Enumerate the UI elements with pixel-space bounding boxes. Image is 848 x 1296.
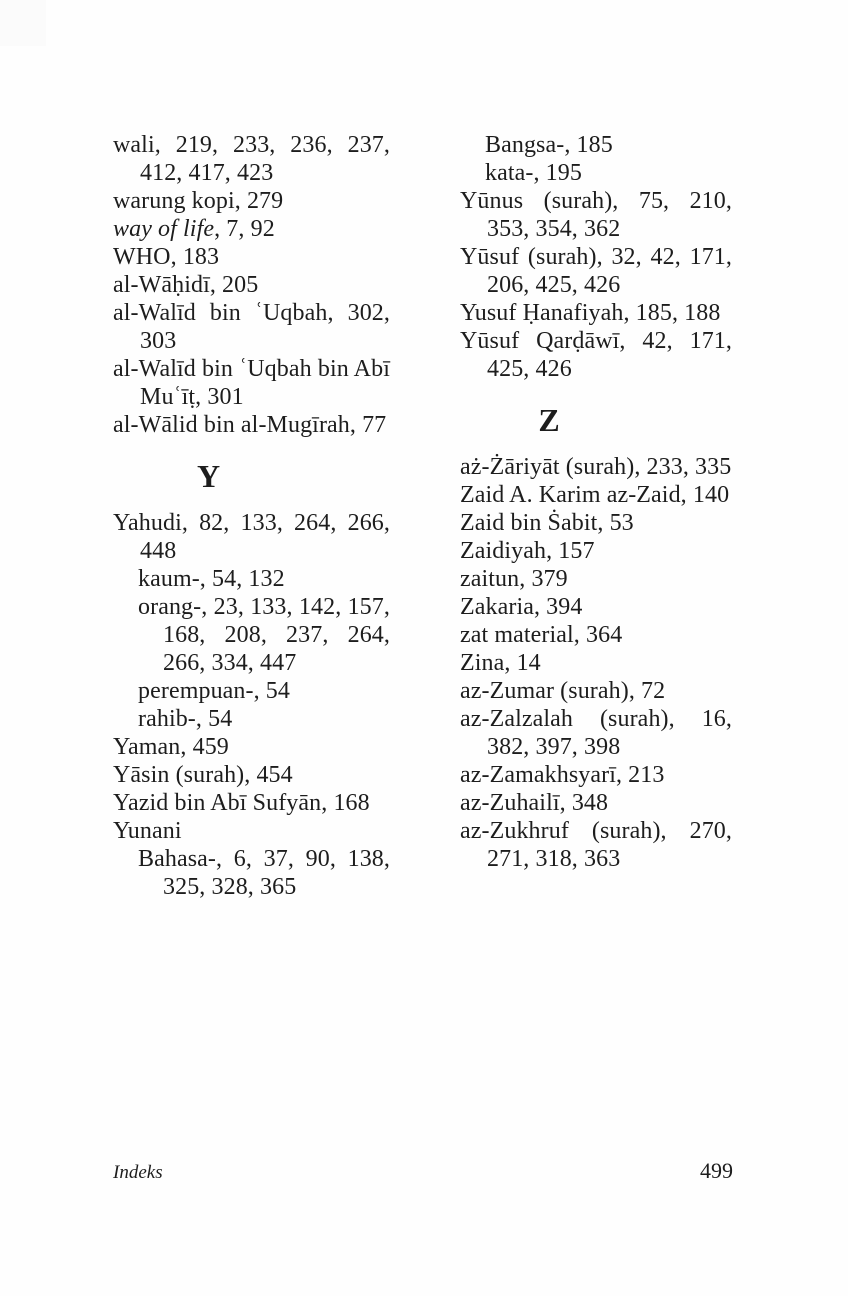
page-footer — [113, 1158, 733, 1186]
index-columns — [113, 131, 732, 901]
index-entry: Zaidiyah, 157 — [460, 538, 595, 564]
index-entry: Zaid A. Karim az-Zaid, 140 — [460, 482, 730, 508]
index-entry: warung kopi, 279 — [113, 188, 284, 214]
index-entry: zat material, 364 — [460, 622, 623, 648]
page-number: 499 — [700, 1158, 733, 1183]
index-entry — [113, 215, 390, 243]
section-heading-y: Y — [196, 458, 221, 494]
index-entry: Zaid bin Ṡabit, 53 — [460, 510, 634, 536]
index-entry: aż-Żāriyāt (surah), 233, 335 — [460, 454, 732, 480]
index-entry-term-italic: way of life — [113, 216, 215, 242]
index-entry: zaitun, 379 — [460, 566, 568, 592]
scan-artifact — [0, 0, 46, 46]
index-subentry: perempuan-, 54 — [138, 678, 291, 704]
index-subentry: kaum-, 54, 132 — [138, 566, 285, 592]
index-entry: Yūsuf (surah), 32, 42, 171, 206, 425, 426 — [460, 244, 732, 298]
footer-label: Indeks — [113, 1162, 163, 1183]
index-entry: Yūsuf Qarḍāwī, 42, 171, 425, 426 — [460, 328, 732, 382]
index-entry: Yāsin (surah), 454 — [113, 762, 293, 788]
index-entry: Yunani — [113, 818, 182, 844]
index-subentry: orang-, 23, 133, 142, 157, 168, 208, 237, 264, 266, 334, 447 — [138, 594, 390, 676]
index-entry: Yahudi, 82, 133, 264, 266, 448 — [113, 510, 390, 564]
index-entry: Yusuf Ḥanafiyah, 185, 188 — [460, 300, 721, 326]
index-subentry: rahib-, 54 — [138, 706, 233, 732]
index-entry: wali, 219, 233, 236, 237, 412, 417, 423 — [113, 132, 390, 186]
right-column — [460, 131, 732, 901]
index-entry: Yaman, 459 — [113, 734, 229, 760]
index-entry: az-Zumar (surah), 72 — [460, 678, 666, 704]
index-entry: al-Wālid bin al-Mugīrah, 77 — [113, 412, 387, 438]
index-entry: az-Zamakhsyarī, 213 — [460, 762, 665, 788]
index-entry: al-Wāḥidī, 205 — [113, 272, 259, 298]
index-entry: Zina, 14 — [460, 650, 541, 676]
index-entry: al-Walīd bin ʿUqbah, 302, 303 — [113, 300, 390, 354]
left-column — [113, 131, 390, 901]
index-entry-pages: , 7, 92 — [214, 216, 275, 242]
index-subentry: kata-, 195 — [485, 160, 582, 186]
index-entry: WHO, 183 — [113, 244, 220, 270]
index-entry: az-Zalzalah (surah), 16, 382, 397, 398 — [460, 706, 732, 760]
index-subentry: Bahasa-, 6, 37, 90, 138, 325, 328, 365 — [138, 846, 390, 900]
index-entry: az-Zukhruf (surah), 270, 271, 318, 363 — [460, 818, 732, 872]
index-entry: Yūnus (surah), 75, 210, 353, 354, 362 — [460, 188, 732, 242]
index-entry: Yazid bin Abī Sufyān, 168 — [113, 790, 370, 816]
index-subentry: Bangsa-, 185 — [485, 132, 613, 158]
section-heading-z: Z — [538, 402, 560, 438]
index-entry: Zakaria, 394 — [460, 594, 583, 620]
index-entry: al-Walīd bin ʿUqbah bin Abī Muʿīṭ, 301 — [113, 356, 390, 410]
index-entry: az-Zuhailī, 348 — [460, 790, 609, 816]
